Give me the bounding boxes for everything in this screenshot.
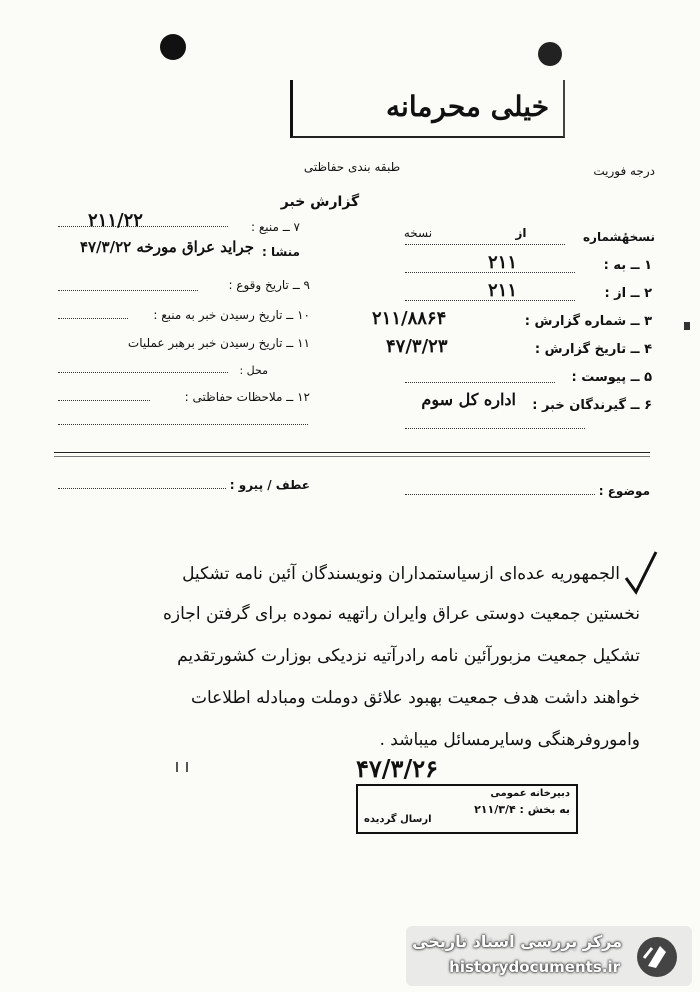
origin-label: منشا : (261, 245, 300, 259)
attachment-line (405, 382, 555, 383)
of-label: از (515, 226, 527, 240)
copy-number-line (405, 244, 565, 245)
receipt-stamp-line-1: دبیرخانه عمومی (490, 788, 570, 799)
source-label: ۷ ــ منبع : (250, 220, 300, 234)
to-label: ۱ ــ به : (603, 258, 652, 273)
watermark-logo-icon (634, 934, 680, 980)
copy-number-label: نسخهٔشماره (582, 230, 655, 244)
receipt-stamp-line-2: به بخش : ۲۱۱/۳/۴ (474, 803, 570, 816)
source-line (58, 226, 228, 227)
attachment-label: ۵ ــ پیوست : (571, 370, 652, 385)
security-notes-label: ۱۲ ــ ملاحظات حفاظتی : (184, 390, 310, 404)
source-value: ۲۱۱/۲۲ (88, 210, 143, 231)
recipients-value: اداره کل سوم (421, 390, 516, 409)
body-line-4: خواهند داشت هدف جمعیت بهبود علائق دوملت ومبادله اطلاعات (190, 688, 640, 708)
place-line (58, 372, 228, 373)
handwritten-date: ۴۷/۳/۲۶ (356, 754, 438, 783)
punch-hole-left (160, 34, 186, 60)
margin-mark-2 (176, 762, 188, 772)
occurrence-date-line (58, 290, 198, 291)
check-mark-icon (622, 548, 662, 598)
report-date-value: ۴۷/۳/۲۳ (386, 336, 448, 357)
watermark-url: historydocuments.ir (449, 958, 620, 976)
receipt-stamp-line-3: ارسال گردیده (364, 814, 432, 825)
from-value: ۲۱۱ (488, 280, 518, 301)
security-notes-line (58, 400, 150, 401)
watermark (406, 926, 692, 986)
classification-stamp-box (290, 80, 565, 138)
margin-mark (684, 322, 690, 330)
place-label: محل : (239, 364, 268, 377)
recipients-label: ۶ ــ گیرندگان خبر : (532, 398, 652, 413)
occurrence-date-label: ۹ ــ تاریخ وقوع : (228, 278, 310, 292)
classification-label: طبقه بندی حفاظتی (303, 160, 401, 174)
body-line-1: الجمهوریه عده‌ای ازسیاستمداران ونویسندگان آئین نامه تشکیل (182, 564, 620, 584)
body-line-5: واموروفرهنگی وسایرمسائل میباشد . (379, 730, 640, 750)
form-title: گزارش خبر (280, 194, 360, 210)
receipt-stamp (356, 784, 578, 834)
body-line-2: نخستین جمعیت دوستی عراق وایران راتهیه نموده برای گرفتن اجازه (163, 604, 640, 624)
watermark-title: مرکز بررسی اسناد تاریخی (412, 932, 622, 951)
separator-double (54, 456, 650, 457)
received-by-ops-label: ۱۱ ــ تاریخ رسیدن خبر برهبر عملیات (127, 336, 310, 350)
urgency-label: درجه فوریت (593, 164, 655, 178)
from-label: ۲ ــ از : (604, 286, 652, 301)
subject-label: موضوع : (598, 484, 650, 498)
security-notes-line-2 (58, 424, 308, 425)
recipients-line (405, 428, 585, 429)
to-value: ۲۱۱ (488, 252, 518, 273)
to-line (405, 272, 575, 273)
origin-value: جراید عراق مورخه ۴۷/۳/۲۲ (79, 238, 254, 256)
report-number-value: ۲۱۱/۸۸۶۴ (372, 308, 447, 329)
from-line (405, 300, 575, 301)
reference-line (58, 488, 226, 489)
received-by-source-label: ۱۰ ــ تاریخ رسیدن خبر به منبع : (153, 308, 310, 322)
report-date-label: ۴ ــ تاریخ گزارش : (534, 342, 652, 357)
subject-line (405, 494, 595, 495)
report-number-label: ۳ ــ شماره گزارش : (524, 314, 652, 329)
copy-label: نسخه (403, 226, 433, 240)
body-line-3: تشکیل جمعیت مزبورآئین نامه رادرآتیه نزدیکی بوزارت کشورتقدیم (177, 646, 640, 666)
received-by-source-line (58, 318, 128, 319)
reference-label: عطف / پیرو : (229, 478, 310, 492)
punch-hole-right (538, 42, 562, 66)
separator-line (54, 452, 650, 453)
classification-stamp-text: خیلی محرمانه (386, 90, 549, 123)
